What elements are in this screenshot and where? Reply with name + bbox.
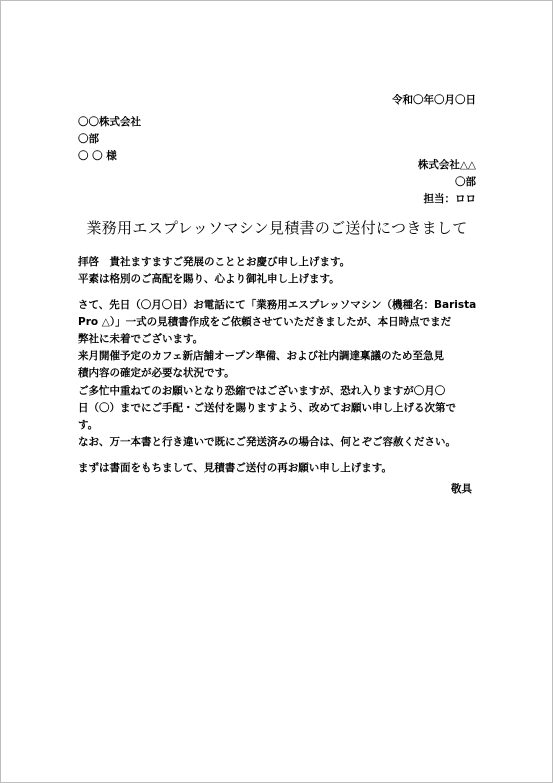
recipient-person: 〇 〇 様 [78, 150, 117, 162]
recipient-company: 〇〇株式会社 [78, 116, 141, 128]
body-line: 来月開催予定のカフェ新店舗オープン準備、および社内調達稟議のため至急見 [78, 350, 445, 362]
closing-line: まずは書面をもちまして、見積書ご送付の再お願い申し上げます。 [78, 462, 392, 474]
letter-date: 令和〇年〇月〇日 [392, 94, 476, 106]
sender-contact: 担当：ロロ [423, 193, 476, 205]
recipient-department: 〇部 [78, 133, 99, 145]
letter-title: 業務用エスプレッソマシン見積書のご送付につきまして [86, 219, 468, 237]
sender-department: 〇部 [455, 176, 476, 188]
body-paragraph-deadline [78, 383, 476, 451]
greeting-line: 拝啓 貴社ますますご発展のこととお慶び申し上げます。 [78, 256, 351, 268]
greeting-paragraph [78, 254, 476, 288]
body-line: 積内容の確定が必要な状況です。 [78, 367, 235, 379]
closing-keigu: 敬具 [451, 483, 472, 495]
body-line: さて、先日（〇月〇日）お電話にて「業務用エスプレッソマシン（機種名：Barista [78, 299, 477, 311]
sender-company: 株式会社△△ [417, 159, 476, 171]
body-line: ご多忙中重ねてのお願いとなり恐縮ではございますが、恐れ入りますが〇月〇 [78, 385, 446, 397]
body-line: Pro △）」一式の見積書作成をご依頼させていただきましたが、本日時点でまだ [78, 316, 452, 328]
body-paragraph-request [78, 297, 476, 382]
greeting-line: 平素は格別のご高配を賜り、心より御礼申し上げます。 [78, 273, 340, 285]
body-line: 日（〇）までにご手配・ご送付を賜りますよう、改めてお願い申し上げる次第で [78, 402, 456, 414]
body-line: 弊社に未着でございます。 [78, 333, 204, 345]
body-line: なお、万一本書と行き違いで既にご発送済みの場合は、何とぞご容赦ください。 [78, 436, 456, 448]
body-line: す。 [78, 419, 99, 431]
